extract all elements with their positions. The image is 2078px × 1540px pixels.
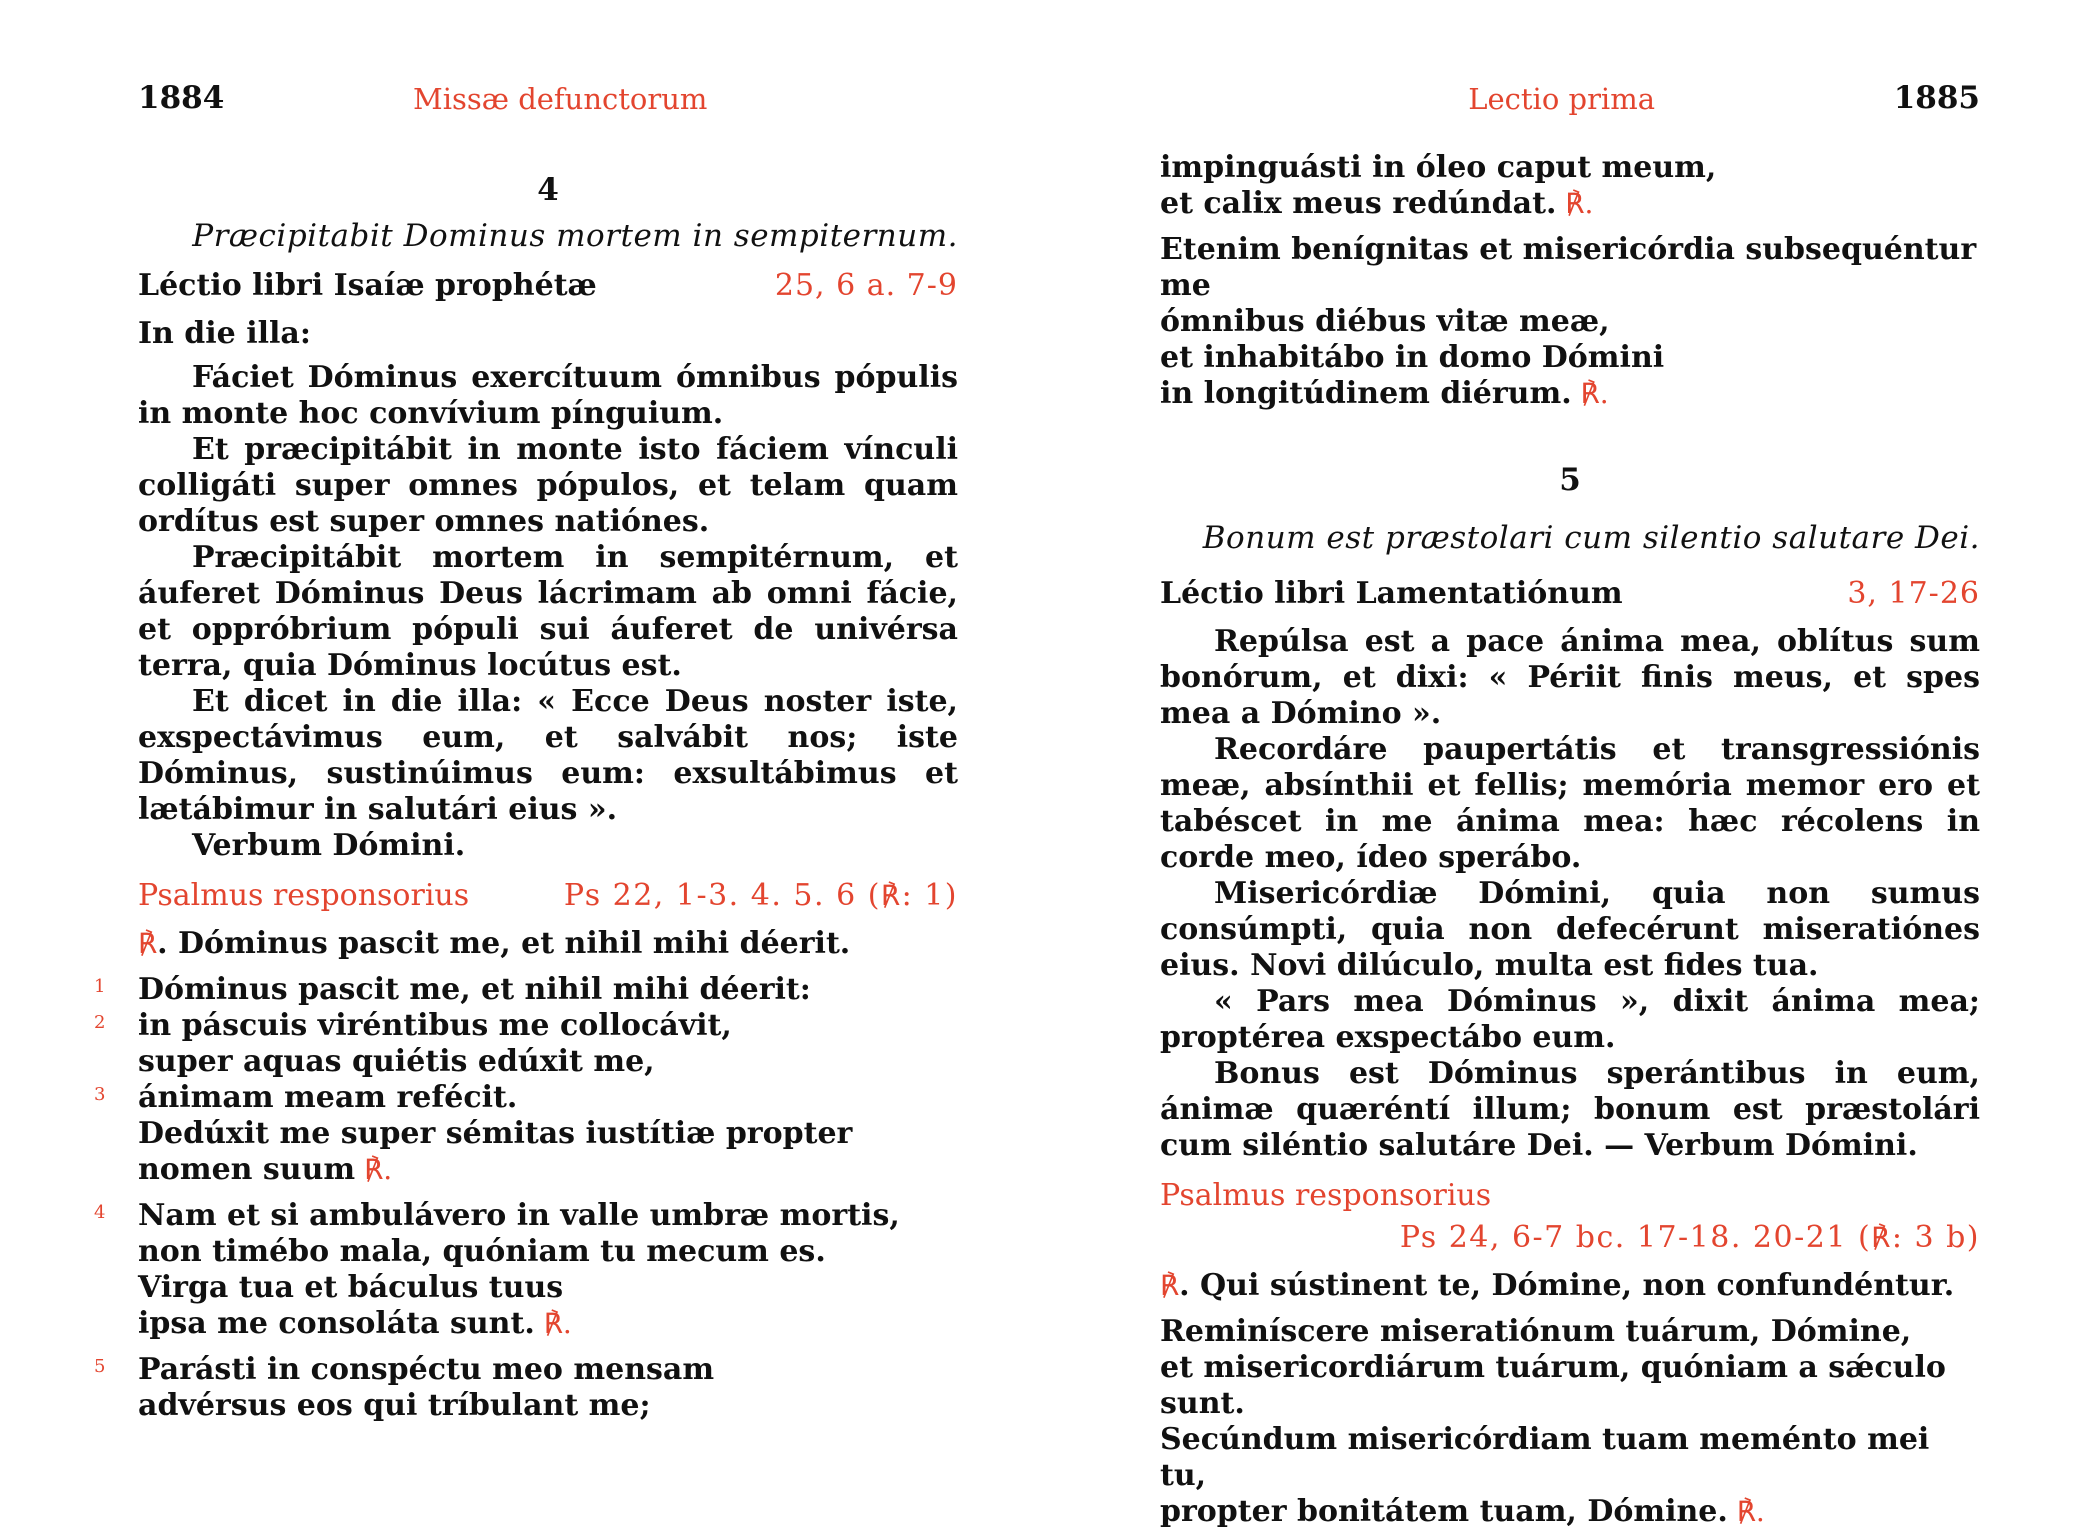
verse-text: Dóminus pascit me, et nihil mihi déerit:	[138, 972, 811, 1007]
psalm-stanza	[1160, 1314, 1980, 1530]
right-page	[1160, 0, 1980, 1529]
verse-text: et misericordiárum tuárum, quóniam a sǽculo sunt.	[1160, 1350, 1946, 1421]
psalm-reference	[564, 878, 958, 914]
psalm-label: Psalmus responsorius	[138, 878, 470, 913]
reading-paragraph: Fáciet Dóminus exercítuum ómnibus pópulis in monte hoc convívium pínguium.	[138, 360, 958, 431]
verse-text: et inhabitábo in domo Dómini	[1160, 340, 1665, 375]
psalm-verse-line	[1160, 1350, 1980, 1422]
psalm-response	[138, 926, 958, 962]
psalm-verse-line	[94, 1008, 958, 1044]
verse-number: 1	[94, 976, 106, 997]
response-text: . Qui sústinent te, Dómine, non confundéntur.	[1179, 1268, 1955, 1303]
psalm-ref-text: Ps 24, 6-7 bc. 17-18. 20-21 (	[1399, 1220, 1872, 1255]
page-number: 1884	[138, 80, 225, 116]
psalm-ref-text: : 3 b)	[1891, 1220, 1980, 1255]
psalm-verse-line	[138, 1234, 958, 1270]
verse-text: advérsus eos qui tríbulant me;	[138, 1388, 651, 1423]
psalm-verse-line	[94, 1352, 958, 1388]
psalm-verse-line	[1160, 186, 1980, 222]
reading-number: 5	[1559, 462, 1581, 498]
psalm-verse-line	[1160, 1494, 1980, 1530]
verse-text: Reminíscere miseratiónum tuárum, Dómine,	[1160, 1314, 1912, 1349]
psalm-stanza	[94, 1198, 958, 1342]
reading-motto: Præcipitabit Dominus mortem in sempiternum.	[192, 218, 958, 254]
reading-paragraph: Repúlsa est a pace ánima mea, oblítus sum bonórum, et dixi: « Périit finis meus, et spes mea a Dómino ».	[1160, 624, 1980, 731]
verse-text: ánimam meam refécit.	[138, 1080, 518, 1115]
reading-closing: Verbum Dómini.	[192, 828, 466, 863]
response-symbol: ℟	[880, 879, 902, 912]
left-page-header	[138, 80, 958, 124]
psalm-stanza	[94, 972, 958, 1188]
psalm-verse-line	[94, 1080, 958, 1116]
verse-text: propter bonitátem tuam, Dómine.	[1160, 1494, 1728, 1529]
reading-paragraph: Et dicet in die illa: « Ecce Deus noster iste, exspectávimus eum, et salvábit nos; iste Dóminus, sustinúimus eum: exsultábimus et lætábimur in salutári eius ».	[138, 684, 958, 827]
psalm-ref-text: Ps 22, 1-3. 4. 5. 6 (	[563, 878, 881, 913]
psalm-label: Psalmus responsorius	[1160, 1178, 1492, 1213]
verse-text: ómnibus diébus vitæ meæ,	[1160, 304, 1610, 339]
reading-paragraph: Recordáre paupertátis et transgressiónis meæ, absínthii et fellis; memória memor ero et tabéscet in me ánima mea: hæc récolens in corde meo, ídeo sperábo.	[1160, 732, 1980, 875]
running-head: Missæ defunctorum	[413, 82, 708, 116]
lectio-reference: 3, 17-26	[1847, 576, 1980, 611]
left-page	[94, 0, 958, 1500]
lectio-title: Léctio libri Isaíæ prophétæ	[138, 268, 597, 303]
psalm-verse-line	[1160, 340, 1980, 376]
verse-text: non timébo mala, quóniam tu mecum es.	[138, 1234, 826, 1269]
psalm-verse-line	[138, 1388, 958, 1424]
psalm-stanza	[1160, 150, 1980, 222]
reading-number: 4	[537, 172, 559, 208]
response-symbol: ℟	[138, 927, 158, 960]
response-symbol: ℟.	[1727, 1495, 1765, 1528]
response-symbol: ℟.	[355, 1153, 393, 1186]
psalm-verse-line	[94, 972, 958, 1008]
reading-paragraph: Et præcipitábit in monte isto fáciem vínculi colligáti super omnes pópulos, et telam quam ordítus est super omnes natiónes.	[138, 432, 958, 539]
reading-paragraph: Bonus est Dóminus sperántibus in eum, ánimæ quæréntí illum; bonum est præstolári cum siléntio salutáre Dei. — Verbum Dómini.	[1160, 1056, 1980, 1163]
psalm-verse-line	[1160, 1314, 1980, 1350]
verse-number: 5	[94, 1356, 106, 1377]
reading-intro: In die illa:	[138, 316, 311, 351]
verse-text: et calix meus redúndat.	[1160, 186, 1557, 221]
right-page-header	[1160, 80, 1980, 124]
psalm-verse-line	[138, 1270, 958, 1306]
verse-text: Etenim benígnitas et misericórdia subsequéntur me	[1160, 232, 1977, 303]
psalm-verse-line	[1160, 1422, 1980, 1494]
left-page-body	[94, 172, 958, 1434]
psalm-stanza	[1160, 232, 1980, 412]
psalm-verse-line	[1160, 376, 1980, 412]
verse-text: Parásti in conspéctu meo mensam	[138, 1352, 715, 1387]
psalm-heading	[138, 878, 958, 914]
verse-text: in páscuis viréntibus me collocávit,	[138, 1008, 732, 1043]
verse-number: 2	[94, 1012, 106, 1033]
right-page-body	[1160, 150, 1980, 1540]
lectio-title: Léctio libri Lamentatiónum	[1160, 576, 1623, 611]
reading-paragraph: Præcipitábit mortem in sempitérnum, et áuferet Dóminus Deus lácrimam ab omni fácie, et oppróbrium pópuli sui áuferet de univérsa terra, quia Dóminus locútus est.	[138, 540, 958, 683]
response-symbol: ℟	[1160, 1269, 1180, 1302]
reading-paragraph: Misericórdiæ Dómini, quia non sumus consúmpti, quia non defecérunt miseratiónes eius. Novi dilúculo, multa est fides tua.	[1160, 876, 1980, 983]
page-number: 1885	[1893, 80, 1980, 116]
psalm-reference	[1160, 1220, 1980, 1256]
psalm-verse-line	[138, 1044, 958, 1080]
verse-text: Nam et si ambulávero in valle umbræ mortis,	[138, 1198, 900, 1233]
lectio-reference: 25, 6 a. 7-9	[774, 268, 958, 303]
lectio-heading	[1160, 576, 1980, 612]
verse-text: ipsa me consoláta sunt.	[138, 1306, 535, 1341]
reading-motto: Bonum est præstolari cum silentio salutare Dei.	[1202, 520, 1980, 556]
psalm-ref-text: : 1)	[901, 878, 958, 913]
psalm-verse-line	[94, 1198, 958, 1234]
psalm-verse-line	[138, 1306, 958, 1342]
psalm-verse-line	[138, 1116, 958, 1188]
psalm-verse-line	[1160, 304, 1980, 340]
reading-paragraph: « Pars mea Dóminus », dixit ánima mea; proptérea exspectábo eum.	[1160, 984, 1980, 1055]
verse-number: 4	[94, 1202, 106, 1223]
psalm-stanza	[1160, 1314, 1980, 1530]
psalm-stanzas-continued	[1160, 150, 1980, 412]
verse-text: Secúndum misericórdiam tuam meménto mei tu,	[1160, 1422, 1930, 1493]
verse-text: in longitúdinem diérum.	[1160, 376, 1572, 411]
response-symbol: ℟.	[534, 1307, 572, 1340]
verse-number: 3	[94, 1084, 106, 1105]
response-text: . Dóminus pascit me, et nihil mihi déerit.	[157, 926, 851, 961]
psalm-response	[1160, 1268, 1980, 1304]
verse-text: Dedúxit me super sémitas iustítiæ propter nomen suum	[138, 1116, 853, 1187]
psalm-stanzas	[94, 972, 958, 1424]
response-symbol: ℟.	[1556, 187, 1594, 220]
verse-text: super aquas quiétis edúxit me,	[138, 1044, 655, 1079]
response-symbol: ℟.	[1571, 377, 1609, 410]
running-head: Lectio prima	[1468, 82, 1655, 116]
verse-text: impinguásti in óleo caput meum,	[1160, 150, 1717, 185]
lectio-heading	[138, 268, 958, 304]
verse-text: Virga tua et báculus tuus	[138, 1270, 564, 1305]
response-symbol: ℟	[1871, 1221, 1892, 1254]
psalm-verse-line	[1160, 232, 1980, 304]
psalm-verse-line	[1160, 150, 1980, 186]
psalm-stanza	[94, 1352, 958, 1424]
